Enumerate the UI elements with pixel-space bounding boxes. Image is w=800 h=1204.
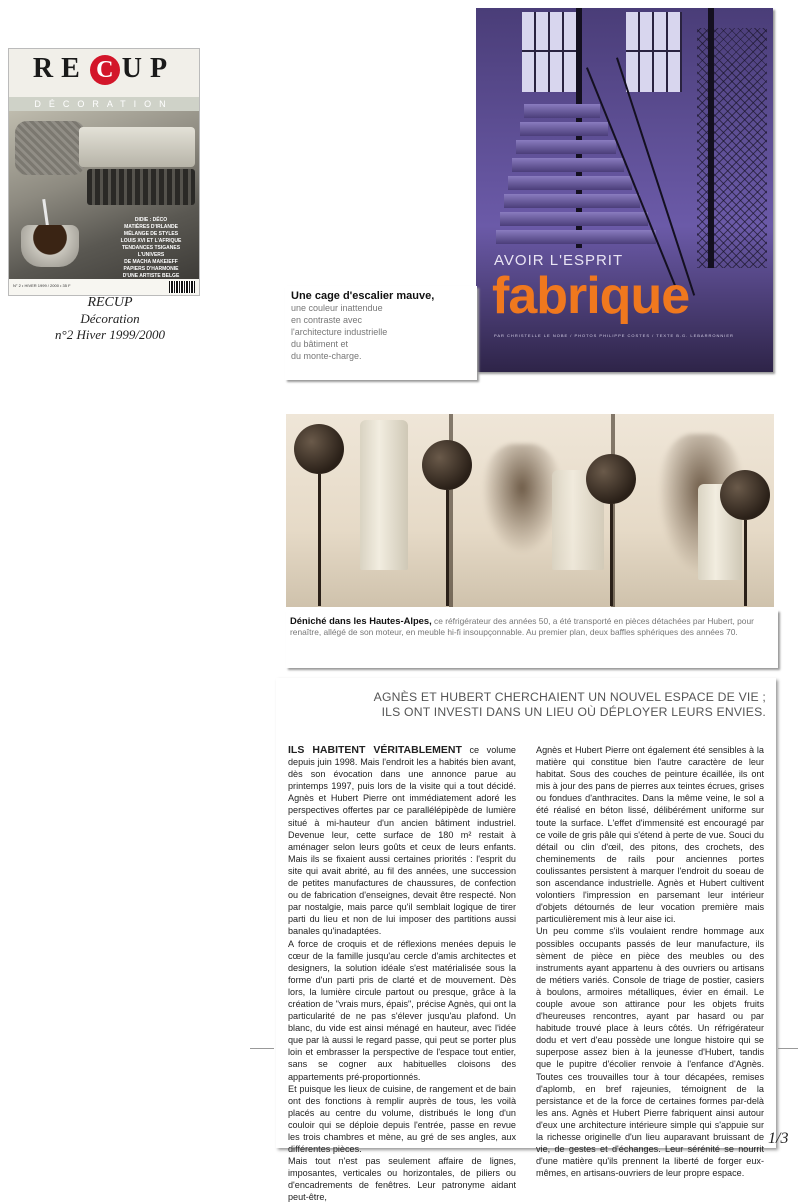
staircase-caption-title: Une cage d'escalier mauve, (291, 290, 435, 302)
staircase-caption-line: du monte-charge. (291, 351, 362, 361)
cover-caption-issue: n°2 Hiver 1999/2000 (55, 327, 165, 342)
article-paragraph: A force de croquis et de réflexions menées depuis le cœur de la famille jusqu'au cercle d'amis architectes et designers, la solution idéale s'est matérialisée sous la forme d'un parti pris de clarté et de mouvement. Dès lors, la lumière circule partout ou presque, grâce à la création de "vrais murs, épais", précise Agnès, qui ont la particularité de ne pas s'élever jusqu'au plafond. Un blanc, du vide est ainsi ménagé en hauteur, avec l'idée que par là aussi le regard passe, qui peut se porter plus loin et embrasser la perspective de l'espace tout entier, sans se cogner aux habituelles cloisons des appartements pré-proportionnés. (288, 938, 516, 1082)
article-lead: ILS HABITENT VÉRITABLEMENT (288, 744, 462, 756)
cover-mug (21, 225, 79, 267)
cover-line: DIDIE : DÉCO (134, 217, 168, 223)
cover-line: D'UNE ARTISTE BELGE (122, 273, 180, 279)
cover-line: PAPIERS D'HARMONIE (123, 266, 179, 272)
fridge-caption (286, 610, 778, 668)
staircase-caption-line: l'architecture industrielle (291, 327, 388, 337)
motion-blur-figure (482, 444, 562, 554)
stair-step (524, 104, 600, 118)
speaker-stand (318, 474, 321, 606)
article-intro-line: ILS ONT INVESTI DANS UN LIEU OÙ DÉPLOYER LEURS ENVIES. (381, 705, 766, 719)
margin-rule (778, 1048, 798, 1049)
article-paragraph: Un peu comme s'ils voulaient rendre hommage aux possibles occupants passés de leur manufacture, ils sèment de pièce en pièce des meubles ou des instruments ayant appartenu à des ouvriers ou artisans de métiers variés. Console de triage de postier, casiers à boulons, armoires métalliques, évier en émail. Le couple avoue son attirance pour les objets fruits d'heureuses rencontres, ayant par hasard ou par habitude trouvé place à leurs côtés. Un réfrigérateur dodu et vert d'eau possède une longue histoire qui se superpose assez bien à la jeunesse d'Hubert, tandis que le pupitre d'écolier renvoie à l'enfance d'Agnès. Toutes ces trouvailles tour à tour décapées, remises d'aplomb, en bref rajeunies, témoignent de la persistance et de la force de certaines formes par-delà les ans. Agnès et Hubert Pierre fabriquent ainsi autour d'eux une architecture intérieure simple qui s'appuie sur la richesse originelle d'un lieu auparavant bruissant de vie, de gestes et d'échanges. Leur sérénité se nourrit d'une matière qu'ils prennent la liberté de forger eux-mêmes, en artisans-ouvriers de leur propre espace. (536, 926, 764, 1179)
cover-typewriter-keys (87, 169, 195, 205)
cover-line: LOUIS XVI ET L'AFRIQUE (120, 238, 182, 244)
article-paragraph: Agnès et Hubert Pierre ont également été sensibles à la matière qui constitue bien l'autre caractère de leur habitat. Sous des couches de peinture écaillée, ils ont mis à jour des pans de pierres aux teintes écrues, grises ou fondues d'anthracites. Dans la même veine, le sol a été réalisé en béton lissé, délibérément uniforme sur toute la surface. L'effet d'immensité est encouragé par ce voile de gris pâle qui s'étend à perte de vue. Souci du détail ou clin d'œil, des pitons, des crochets, des cheminements de rails pour anciennes portes coulissantes persistent à marquer l'endroit du soeau de son ascendance industrielle. Agnès et Hubert cultivent volontiers l'impression en parsemant leur intérieur d'objets détournés de leur vocation première mais particulièrement mis à leur aise ici. (536, 745, 764, 925)
stair-step (500, 212, 648, 226)
speaker-stand (610, 504, 613, 606)
cover-knit-fabric (15, 121, 85, 175)
fridge-sequence-photo (286, 414, 774, 607)
spherical-speaker (294, 424, 344, 474)
spherical-speaker (586, 454, 636, 504)
magazine-cover (8, 48, 200, 296)
staircase-caption (285, 286, 477, 380)
cover-line: DE MACHA MAKEIEFF (124, 259, 178, 265)
margin-rule (250, 1048, 274, 1049)
speaker-stand (446, 490, 449, 606)
stair-step (504, 194, 640, 208)
fridge-caption-lead: Déniché dans les Hautes-Alpes, (290, 615, 432, 626)
stair-step (520, 122, 608, 136)
fridge-caption-text: ce réfrigérateur des années 50, a été transporté en pièces détachées par Hubert, pour renaître, allégé de son moteur, en meuble hi-fi insoupçonnable. Au premier plan, deux baffles sphériques des années 70. (290, 616, 754, 637)
cover-issue-line: N° 2 • HIVER 1999 / 2000 • 35 F (13, 283, 71, 288)
cover-caption-subtitle: Décoration (80, 311, 140, 326)
steel-post (708, 8, 714, 268)
staircase-caption-line: une couleur inattendue (291, 303, 383, 313)
brand-left: RE (32, 53, 88, 84)
article-paragraph: Mais tout n'est pas seulement affaire de lignes, imposantes, verticales ou horizontales, de piliers ou d'encadrements de fenêtres. Leur patronyme aidant peut-être, (288, 1156, 516, 1203)
staircase-photo (476, 8, 773, 372)
cover-brand (9, 53, 199, 85)
stair-step (516, 140, 616, 154)
cover-line: MATIÈRES D'IRLANDE (124, 224, 178, 230)
article-column-right (536, 744, 764, 1179)
staircase-caption-line: du bâtiment et (291, 339, 349, 349)
spherical-speaker (422, 440, 472, 490)
cover-headlines (105, 217, 197, 287)
cover-line: L'UNIVERS (137, 252, 165, 258)
stair-step (508, 176, 632, 190)
article-paragraph: ce volume depuis juin 1998. Mais l'endroit les a habités bien avant, dès son évocation dans une annonce parue au printemps 1997, puis lors de la visite qui a tout décidé. Agnès et Hubert Pierre ont immédiatement adoré les perspectives offertes par ce parallélépipède de lumière situé à mi-hauteur d'un ancien bâtiment industriel. Devenue leur, cette surface de 180 m² restait à aménager selon leurs goûts et ceux de leurs enfants. Mais ils se fixaient aussi certaines priorités : l'esprit du site qui avait abrité, au fil des années, une succession de petites manufactures de chaussures, de confection ou de fabrication d'enseignes, devait être respecté. Non par nostalgie, mais parce qu'il semblait logique de tirer parti du lieu et non de lui imposer des partitions aussi banales qu'inadaptées. (288, 745, 516, 937)
window (522, 12, 578, 92)
stair-step (496, 230, 656, 244)
cover-deco-band: DÉCORATION (9, 97, 199, 111)
window (626, 12, 682, 92)
article-column-left (288, 744, 516, 1204)
article-body (276, 678, 776, 1203)
speaker-stand (744, 520, 747, 606)
cover-barcode-icon (169, 281, 195, 293)
cover-typewriter (79, 127, 195, 167)
article-headline: fabrique (492, 267, 690, 325)
article-paragraph: Et puisque les lieux de cuisine, de rangement et de bain ont des fonctions à remplir auprès de tous, les voilà placés au centre du volume, distribués le long d'un couloir qui se déploie depuis l'entrée, passe en revue les trois chambres et mène, au gré de ses angles, aux différentes pièces. (288, 1083, 516, 1155)
cover-line: TENDANCES TSIGANES (121, 245, 181, 251)
brand-logo-c: C (90, 55, 120, 85)
spherical-speaker (720, 470, 770, 520)
cover-caption (22, 294, 198, 343)
article-intro-line: AGNÈS ET HUBERT CHERCHAIENT UN NOUVEL ESPACE DE VIE ; (373, 690, 766, 704)
article-intro (288, 690, 766, 720)
staircase-caption-line: en contraste avec (291, 315, 363, 325)
article-kicker: AVOIR L'ESPRIT (494, 252, 624, 269)
cover-caption-title: RECUP (87, 295, 133, 310)
fridge (360, 420, 408, 570)
article-credits: PAR CHRISTELLE LE NOBE / PHOTOS PHILIPPE COSTES / TEXTE B.G. LEBARRONNIER (494, 333, 734, 338)
cover-line: MÉLANGE DE STYLES (123, 231, 179, 237)
stair-step (512, 158, 624, 172)
brand-right: UP (121, 53, 176, 84)
page-number: 1/3 (768, 1130, 789, 1147)
